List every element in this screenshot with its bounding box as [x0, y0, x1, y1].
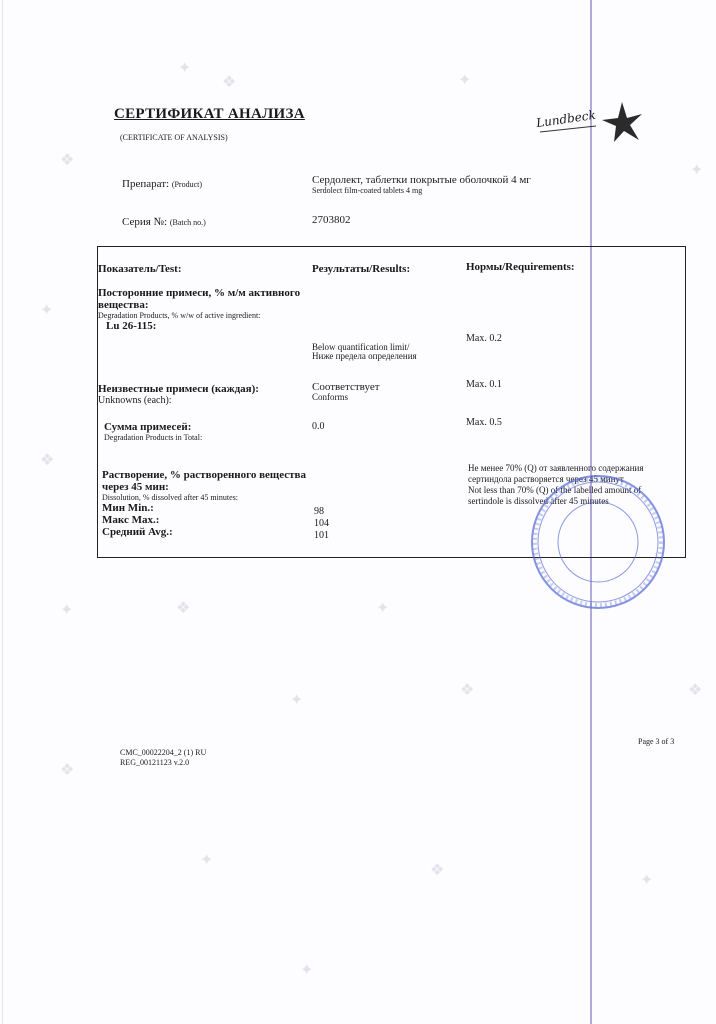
test-name-en: Degradation Products in Total: — [104, 433, 203, 442]
column-header-requirements: Нормы/Requirements: — [466, 261, 575, 273]
dissolution-avg-label: Средний Avg.: — [102, 526, 173, 538]
test-name-ru: Растворение, % растворенного вещества через 45 мин: — [102, 469, 306, 493]
requirement-text-en: Not less than 70% (Q) of the labelled amount of sertindole is dissolved after 45 minutes — [468, 485, 642, 506]
result-degradation-products — [312, 343, 417, 361]
footer-code-2: REG_00121123 v.2.0 — [120, 758, 190, 767]
company-stamp — [528, 472, 668, 612]
dissolution-min-label: Мин Min.: — [102, 502, 154, 514]
requirement-total-degradation: Max. 0.5 — [466, 417, 502, 428]
document-title: СЕРТИФИКАТ АНАЛИЗА — [114, 106, 305, 122]
batch-label-ru: Серия №: — [122, 216, 168, 228]
logo-text: Lundbeck — [535, 107, 597, 131]
test-total-degradation — [104, 421, 202, 442]
dissolution-max-value: 104 — [314, 518, 329, 529]
result-text-en: Conforms — [312, 392, 348, 402]
dissolution-max-label: Макс Max.: — [102, 514, 160, 526]
lundbeck-logo — [536, 98, 646, 148]
certificate-page: ✦ ❖ ✦ ❖ ✦ ✦ ❖ ✦ ❖ ✦ ❖ ✦ ❖ ✦ ❖ ✦ ❖ ✦ СЕРТИФИКАТ АНАЛИЗА (CERTIFICATE OF ANALYSIS) Lundbeck Препарат: (Product) Сердолект, таблетки покрытые оболочкой 4 мг Serdolect film-coated tablets 4 mg Серия №: (Batch no.) 2703802 Показатель/Test: Результаты/Results: Нормы/Requirements: Посторонние примеси, % м/м активного вещества: Degradation Products, % w/w of active ingredient: Lu 26-115: Below quantification limit/ Ниже предела определения Max. 0.2 Неизвестные примеси (каждая): Unknowns (each): Соответствует Conforms Max. 0.1 Сумма примесей: Degradation Products in Total: 0.0 Max. 0.5 Растворение, % растворенного вещества через 45 мин: Dissolution, % dissolved after 45 minutes: Мин Min.: Макс Max.: Средний Avg.: 98 104 101 Не менее 70% (Q) от заявленного содержания сертиндола растворяется через 45 минут Not less than 70% (Q) of the labelled amount of sertindole is dissolved after 45 minutes CMC_00022204_2 (1) RU REG_00121123 v.2.0 Page 3 of 3 — [0, 0, 716, 1024]
column-header-test: Показатель/Test: — [98, 263, 182, 275]
requirement-text-ru: Не менее 70% (Q) от заявленного содержания сертиндола растворяется через 45 минут — [468, 463, 644, 484]
batch-value: 2703802 — [312, 214, 351, 226]
test-sub-label: Lu 26-115: — [106, 320, 157, 332]
product-label — [122, 178, 202, 190]
product-label-ru: Препарат: — [122, 178, 170, 190]
result-unknowns — [312, 381, 380, 402]
product-label-en: (Product) — [171, 180, 203, 189]
product-value-ru: Сердолект, таблетки покрытые оболочкой 4 мг — [312, 174, 531, 186]
result-text-ru: Соответствует — [312, 381, 380, 393]
result-dissolution — [314, 506, 329, 542]
page-number: Page 3 of 3 — [638, 737, 675, 746]
test-name-ru: Посторонние примеси, % м/м активного вещества: — [98, 287, 301, 311]
batch-label-en: (Batch no.) — [169, 218, 206, 227]
test-unknowns — [98, 383, 259, 407]
footer-codes — [120, 748, 206, 768]
dissolution-avg-value: 101 — [314, 530, 329, 541]
test-name-ru: Неизвестные примеси (каждая): — [98, 383, 259, 395]
star-icon — [536, 98, 646, 148]
product-value-en: Serdolect film-coated tablets 4 mg — [312, 186, 423, 195]
column-header-results: Результаты/Results: — [312, 263, 411, 275]
test-degradation-products — [98, 287, 308, 332]
test-name-en: Unknowns (each): — [98, 395, 172, 406]
product-value — [312, 174, 531, 195]
test-name-en: Degradation Products, % w/w of active ingredient: — [98, 311, 261, 320]
document-subtitle: (CERTIFICATE OF ANALYSIS) — [120, 133, 228, 142]
batch-label — [122, 216, 206, 228]
result-text-ru: Ниже предела определения — [312, 351, 417, 361]
footer-code-1: CMC_00022204_2 (1) RU — [120, 748, 207, 757]
test-name-en: Dissolution, % dissolved after 45 minutes: — [102, 493, 238, 502]
requirement-unknowns: Max. 0.1 — [466, 379, 502, 390]
test-name-ru: Сумма примесей: — [104, 421, 192, 433]
dissolution-min-value: 98 — [314, 506, 324, 517]
scan-edge — [2, 0, 3, 1024]
result-total-degradation: 0.0 — [312, 421, 325, 432]
result-text-en: Below quantification limit/ — [312, 342, 410, 352]
requirement-degradation-products: Max. 0.2 — [466, 333, 502, 344]
test-dissolution — [102, 469, 312, 538]
